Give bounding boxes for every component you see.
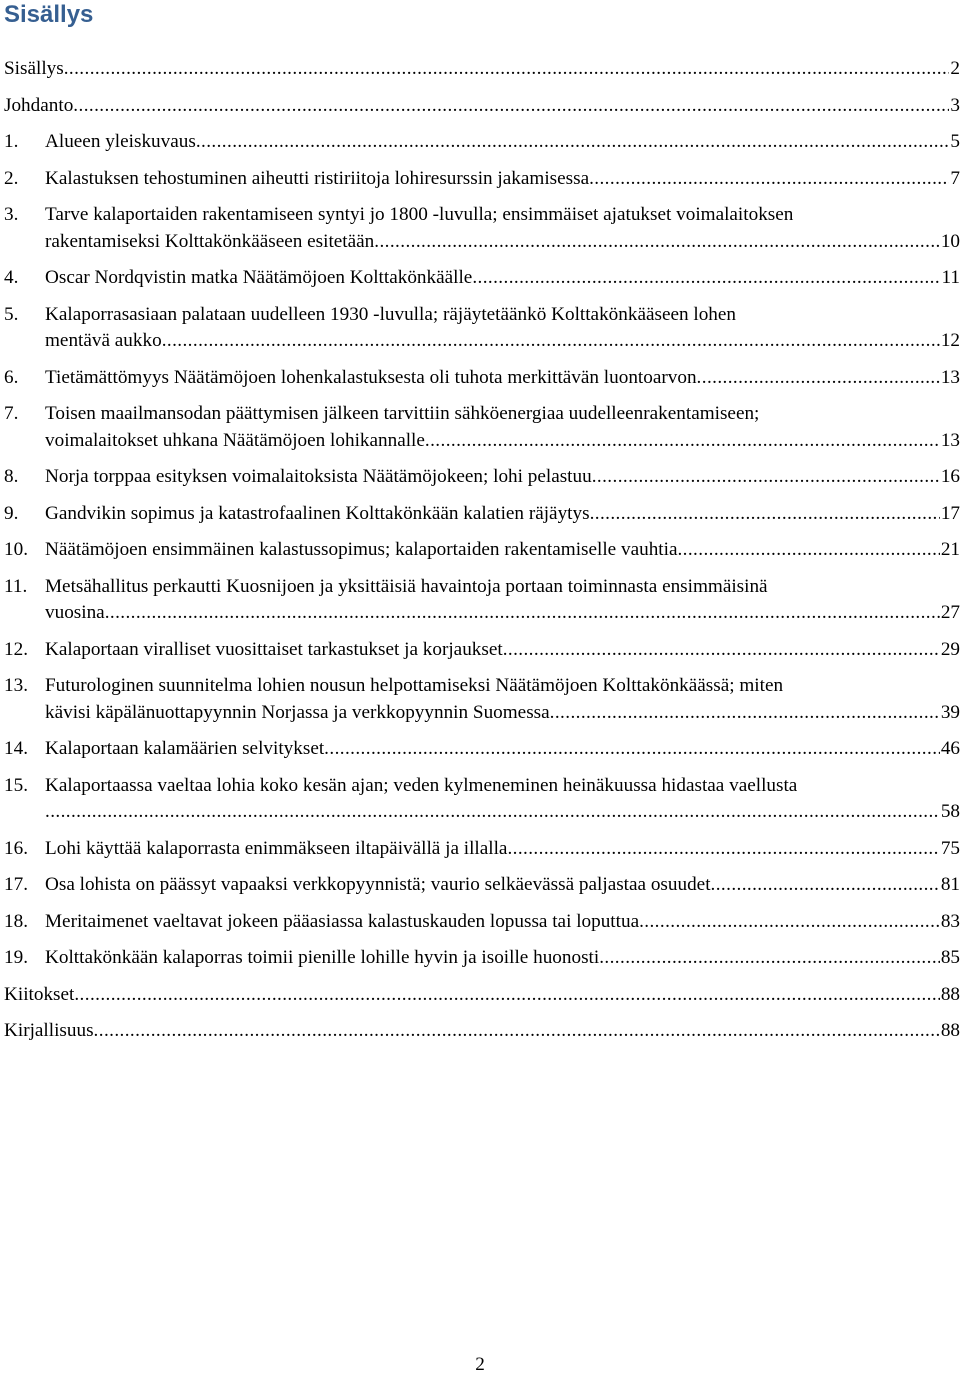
toc-entry-number: 18. [4, 910, 28, 932]
toc-entry[interactable] [4, 574, 960, 627]
toc-entry-title: kävisi käpälänuottapyynnin Norjassa ja verkkopyynnin Suomessa [45, 701, 550, 723]
toc-entry-page: 16 [940, 466, 960, 487]
toc-entry-title: Lohi käyttää kalaporrasta enimmäkseen iltapäivällä ja illalla [45, 837, 508, 859]
toc-entry[interactable] [4, 93, 960, 120]
dot-leader [162, 328, 940, 355]
toc-entry-number: 13. [4, 675, 28, 696]
toc-entry-title: rakentamiseksi Kolttakönkääseen esitetään [45, 230, 375, 252]
toc-entry-title: Norja torppaa esityksen voimalaitoksista Näätämöjokeen; lohi pelastuu [45, 466, 592, 487]
toc-entry-line [4, 302, 960, 329]
toc-entry[interactable] [4, 537, 960, 564]
dot-leader [45, 799, 940, 826]
toc-entry-number: 7. [4, 403, 19, 424]
toc-entry-line [4, 428, 960, 455]
toc-entry-title: Johdanto [4, 94, 74, 116]
toc-entry-line [4, 700, 960, 727]
toc-entry-line [4, 836, 960, 863]
toc-entry-title: Tietämättömyys Näätämöjoen lohenkalastuksesta oli tuhota merkittävän luontoarvon [45, 366, 697, 388]
toc-entry-line [4, 1018, 960, 1045]
toc-entry[interactable] [4, 1018, 960, 1045]
dot-leader [711, 872, 940, 899]
toc-entry-title: Kalaportaan kalamäärien selvitykset [45, 738, 325, 759]
toc-entry-number: 9. [4, 502, 19, 524]
dot-leader [425, 428, 940, 455]
dot-leader [73, 93, 949, 120]
toc-entry-line [4, 229, 960, 256]
dot-leader [639, 909, 940, 936]
toc-entry-line [4, 537, 960, 564]
dot-leader [196, 129, 950, 156]
dot-leader [589, 166, 949, 193]
toc-entry-title: vuosina [45, 602, 105, 623]
toc-entry-page: 10 [940, 230, 960, 252]
toc-entry[interactable] [4, 982, 960, 1009]
dot-leader [550, 700, 940, 727]
toc-entry-page: 11 [941, 267, 960, 288]
toc-entry-line [4, 202, 960, 229]
dot-leader [590, 501, 940, 528]
toc-entry[interactable] [4, 736, 960, 763]
toc-entry-page: 88 [940, 983, 960, 1005]
toc-entry-title: voimalaitokset uhkana Näätämöjoen lohikannalle [45, 429, 425, 451]
toc-entry[interactable] [4, 872, 960, 899]
toc-entry-line [4, 736, 960, 763]
toc-entry-title: Osa lohista on päässyt vapaaksi verkkopyynnistä; vaurio selkäevässä paljastaa osuudet [45, 874, 711, 895]
toc-entry-number: 8. [4, 466, 19, 487]
toc-entry-page: 75 [940, 837, 960, 859]
toc-entry-line [4, 56, 960, 83]
dot-leader [472, 265, 940, 292]
toc-entry-line [4, 945, 960, 972]
toc-entry-title: Gandvikin sopimus ja katastrofaalinen Kolttakönkään kalatien räjäytys [45, 502, 590, 524]
toc-entry[interactable] [4, 365, 960, 392]
toc-entry-title: Kirjallisuus [4, 1020, 94, 1041]
toc-entry-line [4, 265, 960, 292]
toc-entry-page: 7 [950, 167, 960, 189]
dot-leader [94, 1018, 940, 1045]
toc-entry-title: Alueen yleiskuvaus [45, 131, 196, 152]
toc-entry-number: 6. [4, 366, 19, 388]
toc-entry-line [4, 637, 960, 664]
toc-entry-page: 88 [940, 1020, 960, 1041]
toc-entry-line [4, 365, 960, 392]
toc-entry-page: 2 [950, 58, 960, 79]
table-of-contents [4, 56, 960, 1055]
dot-leader [64, 56, 950, 83]
toc-entry-title: mentävä aukko [45, 330, 162, 351]
toc-entry-line [4, 773, 960, 800]
toc-entry-page: 21 [940, 539, 960, 560]
toc-entry-title: Näätämöjoen ensimmäinen kalastussopimus; kalaportaiden rakentamiselle vauhtia [45, 539, 678, 560]
dot-leader [599, 945, 940, 972]
toc-entry-line [4, 909, 960, 936]
toc-entry[interactable] [4, 836, 960, 863]
toc-entry-number: 16. [4, 837, 28, 859]
toc-entry-number: 5. [4, 303, 19, 325]
dot-leader [74, 982, 939, 1009]
toc-entry-number: 14. [4, 738, 28, 759]
toc-entry[interactable] [4, 166, 960, 193]
toc-entry-number: 4. [4, 267, 19, 288]
toc-entry-title: Kalaportaan viralliset vuosittaiset tarkastukset ja korjaukset [45, 638, 503, 660]
toc-entry[interactable] [4, 773, 960, 826]
toc-entry-title: Kolttakönkään kalaporras toimii pienille lohille hyvin ja isoille huonosti [45, 947, 600, 968]
toc-entry-page: 13 [940, 429, 960, 451]
toc-entry-page: 29 [940, 638, 960, 660]
toc-entry-page: 83 [940, 910, 960, 932]
toc-entry-number: 2. [4, 167, 19, 189]
toc-entry-line [4, 799, 960, 826]
dot-leader [677, 537, 939, 564]
dot-leader [105, 600, 940, 627]
toc-entry-number: 11. [4, 575, 28, 597]
toc-entry[interactable] [4, 129, 960, 156]
toc-entry-line [4, 600, 960, 627]
toc-entry-title: Futurologinen suunnitelma lohien nousun helpottamiseksi Näätämöjoen Kolttakönkäässä; miten [45, 675, 784, 696]
toc-entry-number: 15. [4, 774, 28, 796]
toc-entry[interactable] [4, 401, 960, 454]
toc-entry[interactable] [4, 202, 960, 255]
toc-entry-title: Kiitokset [4, 983, 75, 1005]
toc-entry-number: 3. [4, 204, 19, 225]
dot-leader [324, 736, 940, 763]
toc-entry-page: 5 [950, 131, 960, 152]
page-title: Sisällys [4, 1, 94, 28]
toc-entry-page: 39 [940, 701, 960, 723]
dot-leader [374, 229, 940, 256]
toc-entry-page: 17 [940, 502, 960, 524]
dot-leader [592, 464, 940, 491]
toc-entry-title: Kalaporrasasiaan palataan uudelleen 1930 -luvulla; räjäytetäänkö Kolttakönkääseen lohen [45, 303, 737, 325]
toc-entry-number: 17. [4, 874, 28, 895]
toc-entry-line [4, 673, 960, 700]
toc-entry-page: 85 [940, 947, 960, 968]
toc-entry[interactable] [4, 464, 960, 491]
toc-entry-line [4, 872, 960, 899]
toc-entry[interactable] [4, 501, 960, 528]
toc-entry-page: 3 [950, 94, 960, 116]
toc-entry-line [4, 574, 960, 601]
toc-entry[interactable] [4, 909, 960, 936]
toc-entry-title: Toisen maailmansodan päättymisen jälkeen tarvittiin sähköenergiaa uudelleenrakentamiseen; [45, 403, 760, 424]
toc-entry-page: 81 [940, 874, 960, 895]
toc-entry-line [4, 328, 960, 355]
dot-leader [697, 365, 940, 392]
toc-entry-line [4, 982, 960, 1009]
toc-entry[interactable] [4, 56, 960, 83]
dot-leader [507, 836, 939, 863]
toc-entry-title: Oscar Nordqvistin matka Näätämöjoen Kolttakönkäälle [45, 267, 473, 288]
toc-entry-number: 19. [4, 947, 28, 968]
toc-entry-title: Kalastuksen tehostuminen aiheutti ristiriitoja lohiresurssin jakamisessa [45, 167, 590, 189]
toc-entry-title: Metsähallitus perkautti Kuosnijoen ja yksittäisiä havaintoja portaan toiminnasta ensimmäisinä [45, 575, 768, 597]
toc-entry-title: Tarve kalaportaiden rakentamiseen syntyi jo 1800 -luvulla; ensimmäiset ajatukset voimalaitoksen [45, 204, 794, 225]
toc-entry-number: 1. [4, 131, 19, 152]
page-number: 2 [475, 1354, 485, 1375]
toc-entry-page: 12 [940, 330, 960, 351]
toc-entry-line [4, 464, 960, 491]
toc-entry-title: Sisällys [4, 58, 64, 79]
toc-entry-line [4, 166, 960, 193]
toc-entry-line [4, 93, 960, 120]
toc-entry-number: 12. [4, 638, 28, 660]
toc-entry-line [4, 501, 960, 528]
toc-entry[interactable] [4, 265, 960, 292]
toc-entry[interactable] [4, 673, 960, 726]
toc-entry[interactable] [4, 302, 960, 355]
toc-entry[interactable] [4, 945, 960, 972]
toc-entry-page: 27 [940, 602, 960, 623]
toc-entry-page: 58 [940, 801, 960, 822]
toc-entry-number: 10. [4, 539, 28, 560]
toc-entry-page: 13 [940, 366, 960, 388]
toc-entry-line [4, 401, 960, 428]
toc-entry[interactable] [4, 637, 960, 664]
toc-entry-title: Kalaportaassa vaeltaa lohia koko kesän ajan; veden kylmeneminen heinäkuussa hidastaa vaellusta [45, 774, 798, 796]
dot-leader [503, 637, 940, 664]
toc-entry-page: 46 [940, 738, 960, 759]
toc-entry-title: Meritaimenet vaeltavat jokeen pääasiassa kalastuskauden lopussa tai loputtua [45, 910, 640, 932]
toc-entry-line [4, 129, 960, 156]
